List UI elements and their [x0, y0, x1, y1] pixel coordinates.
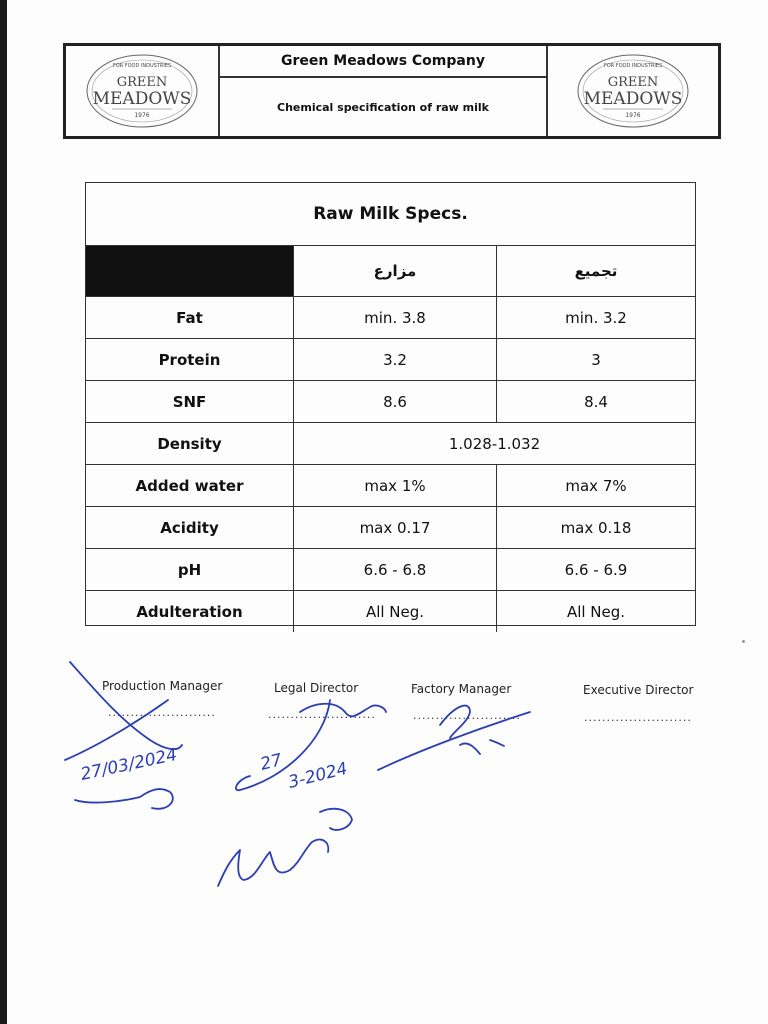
handwritten-date-day: 27: [258, 750, 285, 775]
factory-manager-label: Factory Manager: [411, 682, 512, 696]
row-label: pH: [177, 560, 202, 579]
logo-green: GREEN: [607, 75, 659, 90]
farms-value: max 1%: [293, 465, 496, 506]
farms-value: All Neg.: [293, 591, 496, 632]
signature-line: ........................: [584, 711, 692, 724]
row-label: Adulteration: [136, 602, 243, 621]
logo-meadows: MEADOWS: [92, 89, 192, 109]
logo-arc-text: FOR FOOD INDUSTRIES: [603, 63, 663, 69]
signature-line: ........................: [413, 709, 521, 722]
row-label: Protein: [158, 350, 221, 369]
signature-line: ........................: [108, 706, 216, 719]
logo-year: 1976: [134, 112, 150, 119]
farms-value: 8.6: [293, 381, 496, 422]
legal-director-label: Legal Director: [274, 681, 359, 695]
factory-signature-stroke: [378, 712, 530, 770]
collection-value: max 0.18: [496, 507, 695, 548]
row-label: SNF: [172, 392, 207, 411]
document-subtitle: Chemical specification of raw milk: [277, 100, 489, 114]
handwritten-date-month-year: 3-2024: [286, 758, 350, 793]
collection-value: max 7%: [496, 465, 695, 506]
logo-green: GREEN: [116, 75, 168, 90]
production-initials: [75, 789, 173, 809]
executive-director-label: Executive Director: [583, 683, 694, 697]
row-label: Density: [157, 434, 222, 453]
farms-value: max 0.17: [293, 507, 496, 548]
farms-value: min. 3.8: [293, 297, 496, 338]
row-label: Fat: [176, 308, 203, 327]
density-value: 1.028-1.032: [293, 423, 695, 464]
logo-year: 1976: [625, 112, 641, 119]
farms-value: 3.2: [293, 339, 496, 380]
logo-arc-text: FOR FOOD INDUSTRIES: [112, 63, 172, 69]
collection-value: 8.4: [496, 381, 695, 422]
row-label: Added water: [135, 476, 244, 495]
signature-line: ........................: [268, 708, 376, 721]
column-header-collection: تجميع: [496, 246, 695, 296]
collection-value: min. 3.2: [496, 297, 695, 338]
collection-value: 3: [496, 339, 695, 380]
factory-initials: [460, 740, 504, 754]
collection-value: 6.6 - 6.9: [496, 549, 695, 590]
logo-meadows: MEADOWS: [583, 89, 683, 109]
legal-signature-stroke: [300, 704, 386, 717]
production-signature-stroke: [70, 662, 182, 749]
column-header-farms: مزارع: [293, 246, 496, 296]
production-manager-label: Production Manager: [102, 679, 223, 693]
large-signature: [218, 809, 352, 886]
collection-value: All Neg.: [496, 591, 695, 632]
handwritten-date: 27/03/2024: [78, 744, 179, 785]
table-title: Raw Milk Specs.: [86, 183, 695, 246]
row-label: Acidity: [160, 518, 219, 537]
company-name: Green Meadows Company: [220, 46, 546, 78]
farms-value: 6.6 - 6.8: [293, 549, 496, 590]
